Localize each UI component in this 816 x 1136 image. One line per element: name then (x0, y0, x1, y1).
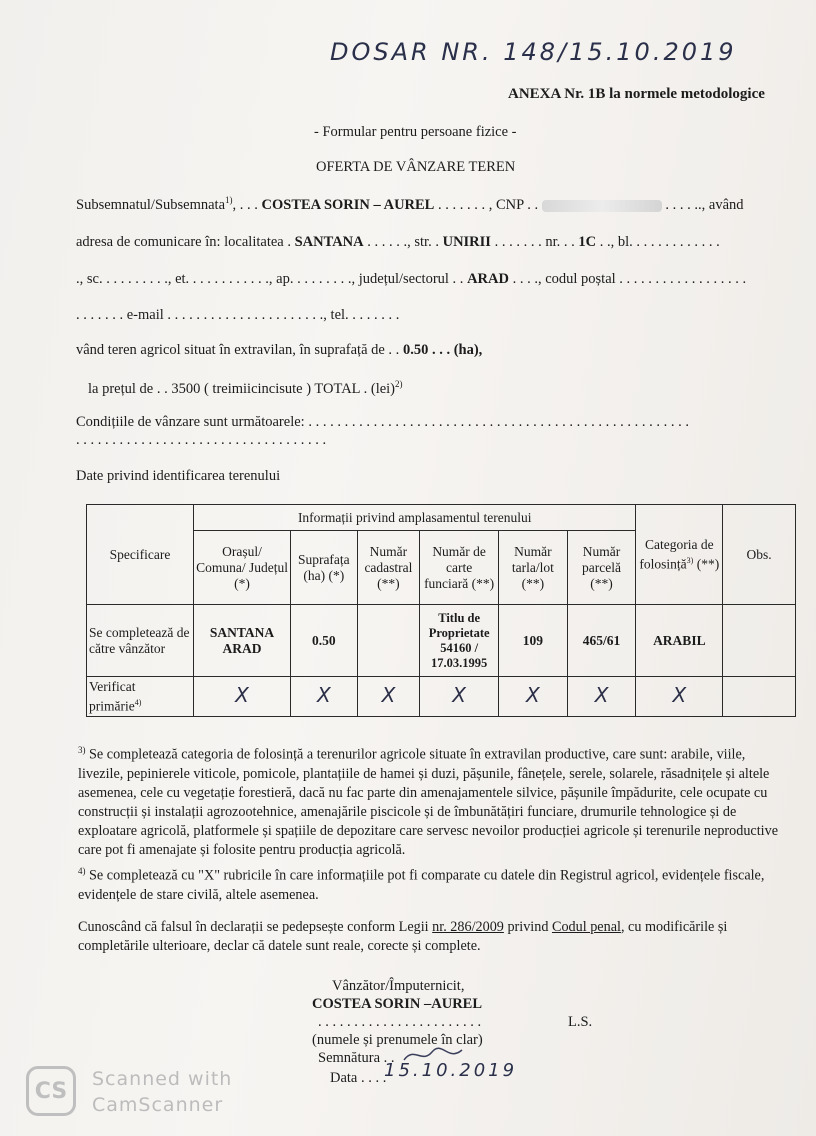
name-in-clear: (numele și prenumele în clar) (312, 1032, 483, 1048)
seller-line: Subsemnatul/Subsemnata$^{1)}$, . . . COSTEA SORIN – AUREL . . . . . . . , CNP . . . . . . .., având (76, 195, 744, 213)
handwritten-date: 15.10.2019 (384, 1060, 518, 1081)
county-value: ARAD (467, 271, 509, 287)
cell-tarla: 109 (499, 605, 568, 677)
header-categorie: Categoria de folosință$^{3)}$ (**) (636, 505, 723, 605)
cnp-redacted (542, 200, 662, 212)
cell-obs (723, 605, 796, 677)
watermark-line-1: Scanned with (92, 1068, 233, 1090)
land-identification-table (86, 504, 796, 717)
watermark-line-2: CamScanner (92, 1094, 224, 1116)
seller-name: COSTEA SORIN – AUREL (261, 196, 435, 213)
locality-value: SANTANA (294, 234, 364, 250)
area-value: 0.50 . . . (ha), (402, 342, 483, 358)
check-carte-funciara: X (420, 677, 499, 717)
cell-categorie: ARABIL (636, 605, 723, 677)
row-verified-label: Verificat primărie$^{4)}$ (87, 677, 194, 717)
declaration: Cunoscând că falsul în declarații se pedepsește conform Legii nr. 286/2009 privind Codul penal, cu modificările și completările ulterioare, declar că datele sunt reale, corecte și complete. (78, 919, 728, 954)
annex-heading: ANEXA Nr. 1B la normele metodologice (508, 86, 765, 102)
header-oras: Orașul/ Comuna/ Județul (*) (194, 531, 291, 605)
area-line: vând teren agricol situat în extravilan, în suprafață de . . 0.50 . . . (ha), (76, 342, 483, 358)
check-oras: X (194, 677, 291, 717)
header-specificare: Specificare (87, 505, 194, 605)
cnp-label: CNP (495, 196, 524, 213)
number-value: 1C (578, 234, 597, 250)
header-obs: Obs. (723, 505, 796, 605)
cell-parcela: 465/61 (567, 605, 636, 677)
header-location-group: Informații privind amplasamentul terenului (194, 505, 636, 531)
footnote-4: $^{4)}$ Se completează cu "X" rubricile în care informațiile pot fi comparate cu datele din Registrul agricol, evidențele fiscale, evidențele de stare civilă, altele asemenea. (78, 866, 765, 903)
contact-line: . . . . . . . e-mail . . . . . . . . . . . . . . . . . . . . . ., tel. . . . . . . . (76, 307, 400, 323)
signer-role: Vânzător/Împuternicit, (332, 978, 465, 994)
header-tarla: Număr tarla/lot (**) (499, 531, 568, 605)
header-cadastral: Număr cadastral (**) (357, 531, 420, 605)
form-type: - Formular pentru persoane fizice - (314, 124, 517, 140)
seller-prefix: Subsemnatul/Subsemnata (76, 196, 226, 213)
address-line-2: ., sc. . . . . . . . . ., et. . . . . . . . . . . ., ap. . . . . . . . ., județul/sectorul . . ARAD . . . ., codul poștal . . . . . . . . . . . . . . . . . . (76, 271, 747, 287)
penal-code-reference: Codul penal (551, 919, 621, 935)
check-categorie: X (636, 677, 723, 717)
address-line: adresa de comunicare în: localitatea . SANTANA . . . . . ., str. . UNIRII . . . . . . . nr. . . 1C . ., bl. . . . . . . . . . . . . (76, 234, 720, 250)
check-cadastral: X (357, 677, 420, 717)
street-value: UNIRII (442, 234, 491, 250)
conditions-line: Condițiile de vânzare sunt următoarele: . . . . . . . . . . . . . . . . . . . . . . . . . . . . . . . . . . . . . . . . . . . . . . . . . . . . . (76, 414, 689, 430)
check-obs (723, 677, 796, 717)
header-suprafata: Suprafața (ha) (*) (290, 531, 357, 605)
check-suprafata: X (290, 677, 357, 717)
signature-label: Semnătura . . (318, 1050, 395, 1066)
check-parcela: X (567, 677, 636, 717)
signature-dots: . . . . . . . . . . . . . . . . . . . . . . . (318, 1014, 482, 1030)
header-parcela: Număr parcelă (**) (567, 531, 636, 605)
check-tarla: X (499, 677, 568, 717)
cell-carte-funciara: Titlu de Proprietate 54160 / 17.03.1995 (420, 605, 499, 677)
signer-name: COSTEA SORIN –AUREL (312, 996, 483, 1012)
cell-cadastral (357, 605, 420, 677)
price-line: la prețul de . . 3500 ( treimiicincisute ) TOTAL . (lei)$^{2)}$ (88, 379, 403, 397)
date-label: Data . . . . (330, 1070, 387, 1086)
law-reference: nr. 286/2009 (432, 919, 504, 935)
handwritten-file-number: DOSAR NR. 148/15.10.2019 (330, 38, 737, 66)
document-title: OFERTA DE VÂNZARE TEREN (316, 159, 516, 175)
cell-suprafata: 0.50 (290, 605, 357, 677)
cell-oras: SANTANA ARAD (194, 605, 291, 677)
land-data-title: Date privind identificarea terenului (76, 468, 281, 484)
row-seller-label: Se completează de către vânzător (87, 605, 194, 677)
seal-label: L.S. (568, 1014, 593, 1030)
conditions-line-2: . . . . . . . . . . . . . . . . . . . . . . . . . . . . . . . . . . . (76, 432, 327, 448)
header-carte-funciara: Număr de carte funciară (**) (420, 531, 499, 605)
footnote-3: $^{3)}$ Se completează categoria de folosință a terenurilor agricole situate în extravilan productive, care sunt: arabile, viile, livezile, pepinierele viticole, pomicole, plantațiile de hamei și duzi, pășunile, fânețele, serele, solarele, răsadnițele și altele asemenea, cele cu vegetație forestieră, dacă nu fac parte din amenajamentele silvice, pășunile împădurite, cele ocupate cu construcții și instalații agrozootehnice, amenajările piscicole și de îmbunătățiri funciare, drumurile tehnologice și de exploatare agricolă, platformele și spațiile de depozitare care servesc nevoilor producției agricole și terenurile neproductive care pot fi amenajate și folosite pentru producția agricolă. (78, 745, 778, 858)
camscanner-logo: CS (26, 1066, 76, 1116)
